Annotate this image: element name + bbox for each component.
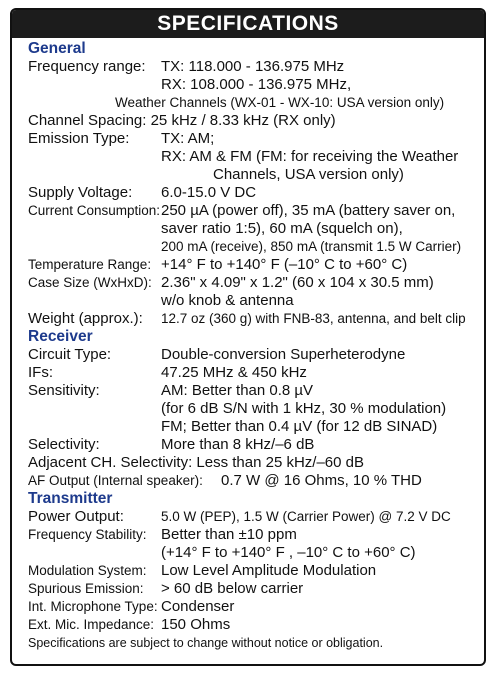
spec-stability <box>28 526 484 544</box>
ext-mic-value: 150 Ohms <box>161 616 231 633</box>
spec-emission-rx2 <box>28 166 484 184</box>
spec-sensitivity-2 <box>28 400 484 418</box>
spec-ext-mic <box>28 616 484 634</box>
supply-label: Supply Voltage: <box>28 184 133 201</box>
selectivity-value: More than 8 kHz/–6 dB <box>161 436 315 453</box>
spec-power <box>28 508 484 526</box>
footnote: Specifications are subject to change without notice or obligation. <box>28 636 384 650</box>
spec-channel-spacing: Channel Spacing: 25 kHz / 8.33 kHz (RX only) <box>28 112 336 129</box>
spec-supply <box>28 184 484 202</box>
circuit-value: Double-conversion Superheterodyne <box>161 346 406 363</box>
case-label: Case Size (WxHxD): <box>28 275 152 290</box>
spec-emission-rx <box>28 148 484 166</box>
spec-content <box>12 38 484 652</box>
case-value-2: w/o knob & antenna <box>161 292 294 309</box>
stability-label: Frequency Stability: <box>28 527 147 542</box>
spec-spurious <box>28 580 484 598</box>
sensitivity-1: AM: Better than 0.8 µV <box>161 382 314 399</box>
spec-current-2 <box>28 220 484 238</box>
spurious-value: > 60 dB below carrier <box>161 580 304 597</box>
spec-sheet <box>10 8 486 666</box>
spec-sensitivity-3 <box>28 418 484 436</box>
spec-frequency-rx <box>28 76 484 94</box>
af-value: 0.7 W @ 16 Ohms, 10 % THD <box>221 472 422 489</box>
case-value: 2.36" x 4.09" x 1.2" (60 x 104 x 30.5 mm) <box>161 274 434 291</box>
section-transmitter: Transmitter <box>28 490 113 507</box>
spec-modulation <box>28 562 484 580</box>
spec-frequency-wx <box>28 94 484 112</box>
power-label: Power Output: <box>28 508 124 525</box>
current-label: Current Consumption: <box>28 203 161 218</box>
spec-circuit <box>28 346 484 364</box>
ifs-value: 47.25 MHz & 450 kHz <box>161 364 307 381</box>
temperature-value: +14° F to +140° F (–10° C to +60° C) <box>161 256 408 273</box>
spec-selectivity <box>28 436 484 454</box>
current-2: saver ratio 1:5), 60 mA (squelch on), <box>161 220 403 237</box>
current-3: 200 mA (receive), 850 mA (transmit 1.5 W Carrier) <box>161 239 462 254</box>
spec-case-2 <box>28 292 484 310</box>
section-general: General <box>28 40 86 57</box>
spec-emission <box>28 130 484 148</box>
microphone-value: Condenser <box>161 598 235 615</box>
spec-adjacent: Adjacent CH. Selectivity: Less than 25 kHz/–60 dB <box>28 454 365 471</box>
weight-value: 12.7 oz (360 g) with FNB-83, antenna, and belt clip <box>161 311 466 326</box>
spec-sensitivity <box>28 382 484 400</box>
temperature-label: Temperature Range: <box>28 257 152 272</box>
spec-ifs <box>28 364 484 382</box>
frequency-label: Frequency range: <box>28 58 146 75</box>
frequency-tx: TX: 118.000 - 136.975 MHz <box>161 58 345 75</box>
power-value: 5.0 W (PEP), 1.5 W (Carrier Power) @ 7.2 V DC <box>161 509 451 524</box>
sensitivity-label: Sensitivity: <box>28 382 100 399</box>
spec-temperature <box>28 256 484 274</box>
spec-weight <box>28 310 484 328</box>
stability-2: (+14° F to +140° F , –10° C to +60° C) <box>161 544 416 561</box>
current-1: 250 µA (power off), 35 mA (battery saver on, <box>161 202 456 219</box>
modulation-label: Modulation System: <box>28 563 147 578</box>
frequency-wx: Weather Channels (WX-01 - WX-10: USA version only) <box>115 95 445 110</box>
sensitivity-3: FM; Better than 0.4 µV (for 12 dB SINAD) <box>161 418 438 435</box>
page-title: SPECIFICATIONS <box>12 10 484 38</box>
weight-label: Weight (approx.): <box>28 310 143 327</box>
spurious-label: Spurious Emission: <box>28 581 144 596</box>
spec-af-output <box>28 472 484 490</box>
modulation-value: Low Level Amplitude Modulation <box>161 562 377 579</box>
spec-microphone <box>28 598 484 616</box>
emission-tx: TX: AM; <box>161 130 215 147</box>
supply-value: 6.0-15.0 V DC <box>161 184 257 201</box>
spec-stability-2 <box>28 544 484 562</box>
emission-rx2: Channels, USA version only) <box>213 166 404 183</box>
section-receiver: Receiver <box>28 328 93 345</box>
spec-frequency <box>28 58 484 76</box>
circuit-label: Circuit Type: <box>28 346 112 363</box>
selectivity-label: Selectivity: <box>28 436 100 453</box>
frequency-rx: RX: 108.000 - 136.975 MHz, <box>161 76 352 93</box>
stability-1: Better than ±10 ppm <box>161 526 297 543</box>
spec-case <box>28 274 484 292</box>
spec-current-3 <box>28 238 484 256</box>
ifs-label: IFs: <box>28 364 53 381</box>
af-label: AF Output (Internal speaker): <box>28 473 203 488</box>
emission-rx: RX: AM & FM (FM: for receiving the Weather <box>161 148 459 165</box>
spec-current <box>28 202 484 220</box>
emission-label: Emission Type: <box>28 130 130 147</box>
ext-mic-label: Ext. Mic. Impedance: <box>28 617 155 632</box>
sensitivity-2: (for 6 dB S/N with 1 kHz, 30 % modulation) <box>161 400 447 417</box>
microphone-label: Int. Microphone Type: <box>28 599 158 614</box>
